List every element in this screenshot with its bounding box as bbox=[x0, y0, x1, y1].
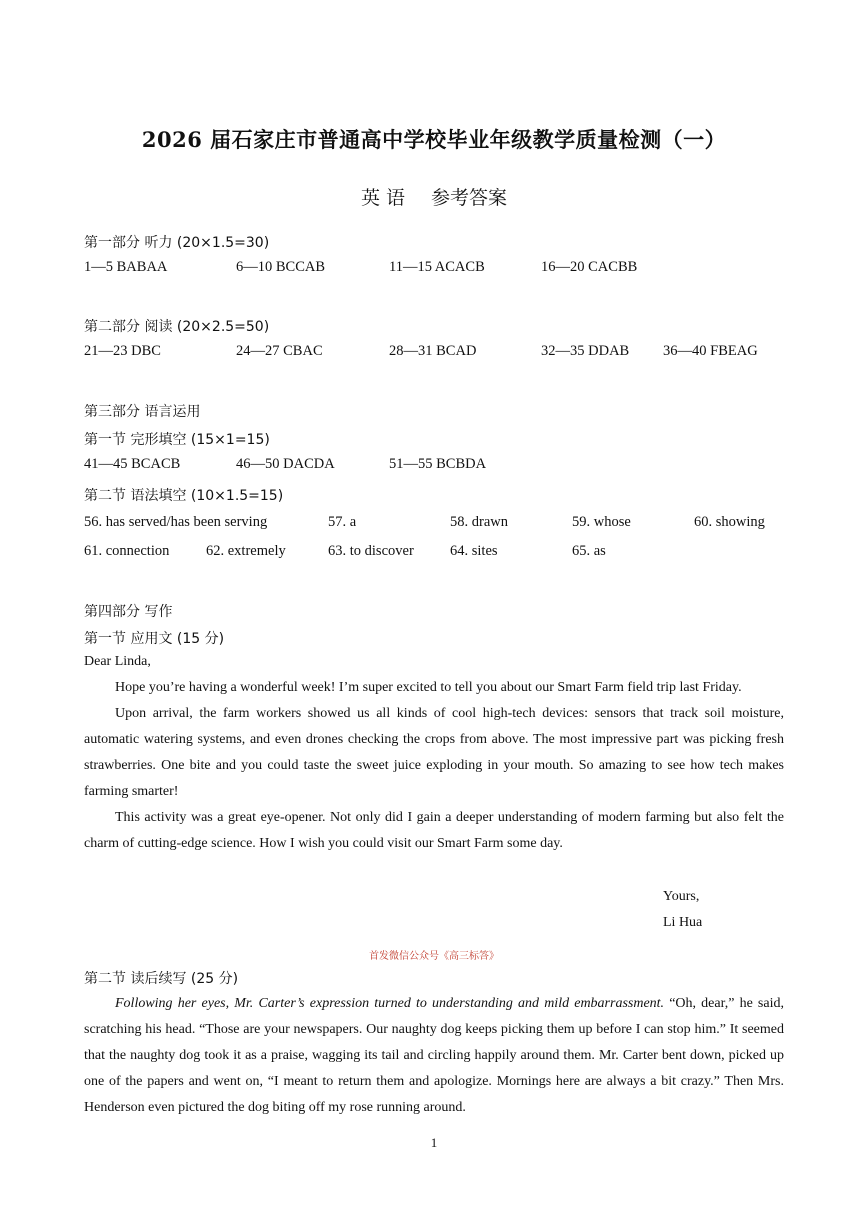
part1-answers bbox=[84, 259, 784, 279]
answer-group: 11—15 ACACB bbox=[389, 259, 485, 275]
part3-section2-heading: 第二节 语法填空 (10×1.5=15) bbox=[84, 488, 284, 504]
part1-heading: 第一部分 听力 (20×1.5=30) bbox=[84, 235, 270, 251]
grammar-answers-row-2 bbox=[84, 543, 784, 563]
grammar-answers-row-1 bbox=[84, 514, 784, 534]
answer-item: 63. to discover bbox=[328, 543, 414, 559]
answer-item: 62. extremely bbox=[206, 543, 286, 559]
answer-group: 24—27 CBAC bbox=[236, 343, 323, 359]
letter-paragraph: Hope you’re having a wonderful week! I’m super excited to tell you about our Smart Farm field trip last Friday. bbox=[115, 680, 742, 695]
part2-answers bbox=[84, 343, 784, 363]
answer-group: 36—40 FBEAG bbox=[663, 343, 758, 359]
page-number: 1 bbox=[430, 1135, 438, 1150]
story-body: “Oh, dear,” he said, scratching his head. “Those are your newspapers. Our naughty dog keeps picking them up before I can stop him.” It seemed that the naughty dog took it as a praise, wagging its tail and circling happily around them. Mr. Carter bent down, picked up one of the papers and went on, “I meant to return them and apologize. Mornings here are always a bit crazy.” Then Mrs. Henderson even pictured the dog biting off my rose running around. bbox=[84, 996, 784, 1115]
letter-closing: Yours, bbox=[663, 889, 700, 904]
answer-group: 1—5 BABAA bbox=[84, 259, 168, 275]
answer-group: 6—10 BCCAB bbox=[236, 259, 326, 275]
letter-paragraph: Upon arrival, the farm workers showed us all kinds of cool high-tech devices: sensors that track soil moisture, automatic watering systems, and even drones checking the crops from above. The most impressive part was picking fresh strawberries. One bite and you could taste the sweet juice exploding in your mouth. So amazing to see how tech makes farming smarter! bbox=[84, 706, 784, 799]
part4-section2-heading: 第二节 读后续写 (25 分) bbox=[84, 971, 239, 987]
letter-signature: Li Hua bbox=[663, 915, 703, 930]
part3-section1-answers bbox=[84, 456, 784, 476]
part3-heading: 第三部分 语言运用 bbox=[84, 404, 201, 420]
answer-item: 65. as bbox=[572, 543, 606, 559]
answer-group: 16—20 CACBB bbox=[541, 259, 638, 275]
answer-group: 51—55 BCBDA bbox=[389, 456, 487, 472]
answer-item: 61. connection bbox=[84, 543, 170, 559]
letter-salutation: Dear Linda, bbox=[84, 654, 151, 669]
part3-section1-heading: 第一节 完形填空 (15×1=15) bbox=[84, 432, 270, 448]
sample-letter bbox=[84, 649, 784, 857]
watermark-text: 首发微信公众号《高三标答》 bbox=[369, 951, 499, 962]
answer-group: 28—31 BCAD bbox=[389, 343, 477, 359]
answer-item: 64. sites bbox=[450, 543, 498, 559]
answer-item: 60. showing bbox=[694, 514, 765, 530]
answer-item: 59. whose bbox=[572, 514, 631, 530]
answer-group: 41—45 BCACB bbox=[84, 456, 181, 472]
part2-heading: 第二部分 阅读 (20×2.5=50) bbox=[84, 319, 270, 335]
subject-label: 英 语 bbox=[360, 187, 406, 209]
part4-section1-heading: 第一节 应用文 (15 分) bbox=[84, 631, 225, 647]
answer-group: 46—50 DACDA bbox=[236, 456, 335, 472]
story-paragraph bbox=[84, 991, 784, 1121]
answer-item: 58. drawn bbox=[450, 514, 508, 530]
page-subtitle bbox=[0, 183, 868, 210]
part4-heading: 第四部分 写作 bbox=[84, 604, 173, 620]
answer-group: 32—35 DDAB bbox=[541, 343, 630, 359]
answer-item: 57. a bbox=[328, 514, 357, 530]
continuation-writing bbox=[84, 991, 784, 1121]
page-title: 2026 届石家庄市普通高中学校毕业年级教学质量检测（一） bbox=[141, 127, 727, 152]
story-lead-sentence: Following her eyes, Mr. Carter’s expression turned to understanding and mild embarrassment. bbox=[115, 996, 665, 1011]
answer-item: 56. has served/has been serving bbox=[84, 514, 268, 530]
answer-key-label: 参考答案 bbox=[431, 187, 508, 209]
answer-group: 21—23 DBC bbox=[84, 343, 161, 359]
letter-paragraph: This activity was a great eye-opener. Not only did I gain a deeper understanding of modern farming but also felt the charm of cutting-edge science. How I wish you could visit our Smart Farm some day. bbox=[84, 810, 784, 851]
